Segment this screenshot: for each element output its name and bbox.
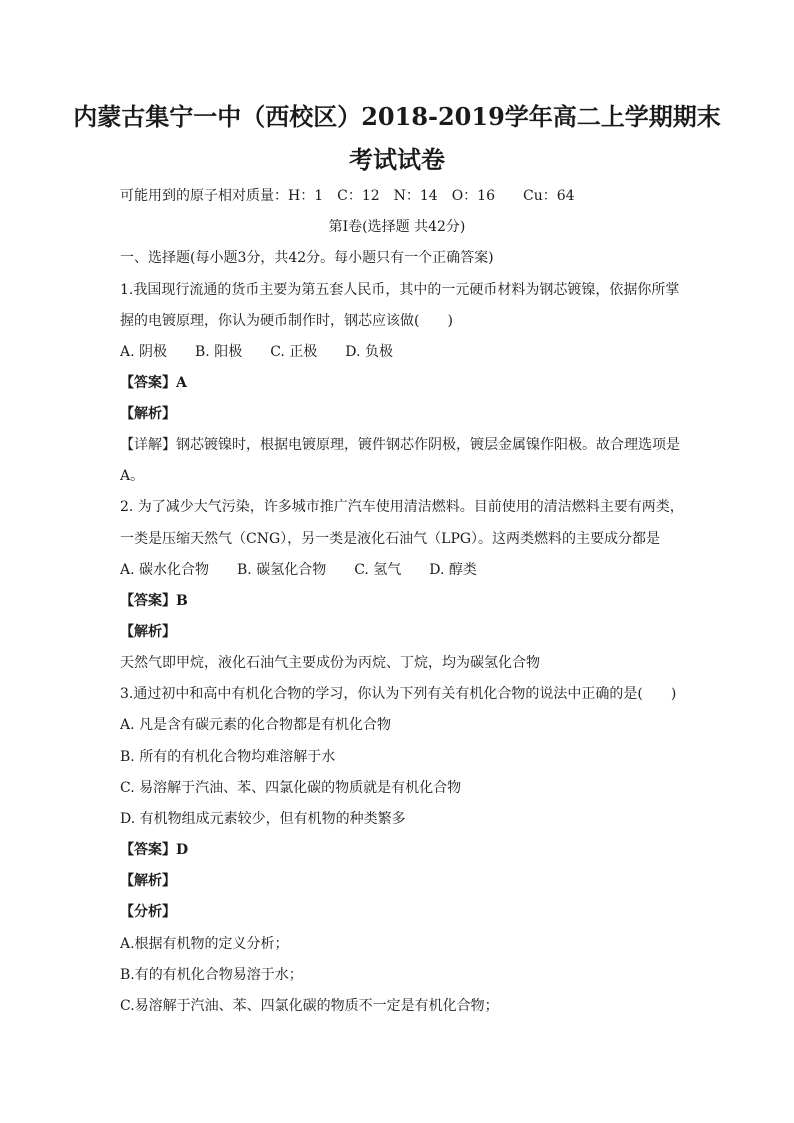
q3-answer: 【答案】D (120, 842, 189, 858)
q3-point-b: B.有的有机化合物易溶于水； (120, 967, 303, 983)
q1-detail-line2: A。 (120, 468, 145, 484)
atomic-masses-line: 可能用到的原子相对质量：H：1 C：12 N：14 O：16 Cu：64 (120, 188, 575, 204)
q3-option-d: D. 有机物组成元素较少，但有机物的种类繁多 (120, 811, 406, 827)
part-intro: 一、选择题(每小题3分，共42分。每小题只有一个正确答案) (120, 250, 494, 266)
q3-option-b: B. 所有的有机化合物均难溶解于水 (120, 749, 336, 765)
q3-option-c: C. 易溶解于汽油、苯、四氯化碳的物质就是有机化合物 (120, 780, 462, 796)
q2-answer: 【答案】B (120, 593, 188, 609)
q3-analysis-label: 【解析】 (120, 873, 176, 889)
q1-detail-line1: 【详解】钢芯镀镍时，根据电镀原理，镀件钢芯作阴极，镀层金属镍作阳极。故合理选项是 (120, 437, 680, 453)
exam-title-line2: 考试试卷 (349, 145, 445, 174)
q1-analysis-label: 【解析】 (120, 406, 176, 422)
q3-point-c: C.易溶解于汽油、苯、四氯化碳的物质不一定是有机化合物； (120, 998, 499, 1014)
q1-stem-line1: 1.我国现行流通的货币主要为第五套人民币，其中的一元硬币材料为钢芯镀镍，依据你所掌 (120, 282, 680, 298)
section-title: 第Ⅰ卷(选择题 共42分) (328, 219, 466, 235)
q3-option-a: A. 凡是含有碳元素的化合物都是有机化合物 (120, 717, 392, 733)
q2-options: A. 碳水化合物 B. 碳氢化合物 C. 氢气 D. 醇类 (120, 562, 477, 578)
q2-stem-line2: 一类是压缩天然气（CNG），另一类是液化石油气（LPG）。这两类燃料的主要成分都是 (120, 531, 661, 547)
q2-stem-line1: 2. 为了减少大气污染，许多城市推广汽车使用清洁燃料。目前使用的清洁燃料主要有两类， (120, 499, 684, 515)
q1-options: A. 阴极 B. 阳极 C. 正极 D. 负极 (120, 344, 393, 360)
q1-stem-line2: 握的电镀原理，你认为硬币制作时，钢芯应该做( ) (120, 313, 453, 329)
q3-analysis-sub: 【分析】 (120, 904, 176, 920)
q3-stem: 3.通过初中和高中有机化合物的学习，你认为下列有关有机化合物的说法中正确的是( ) (120, 686, 677, 702)
exam-title-line1: 内蒙古集宁一中（西校区）2018-2019学年高二上学期期末 (73, 102, 721, 131)
q2-analysis-text: 天然气即甲烷，液化石油气主要成份为丙烷、丁烷，均为碳氢化合物 (120, 655, 540, 671)
q2-analysis-label: 【解析】 (120, 624, 176, 640)
q3-point-a: A.根据有机物的定义分析； (120, 936, 289, 952)
q1-answer: 【答案】A (120, 375, 187, 391)
